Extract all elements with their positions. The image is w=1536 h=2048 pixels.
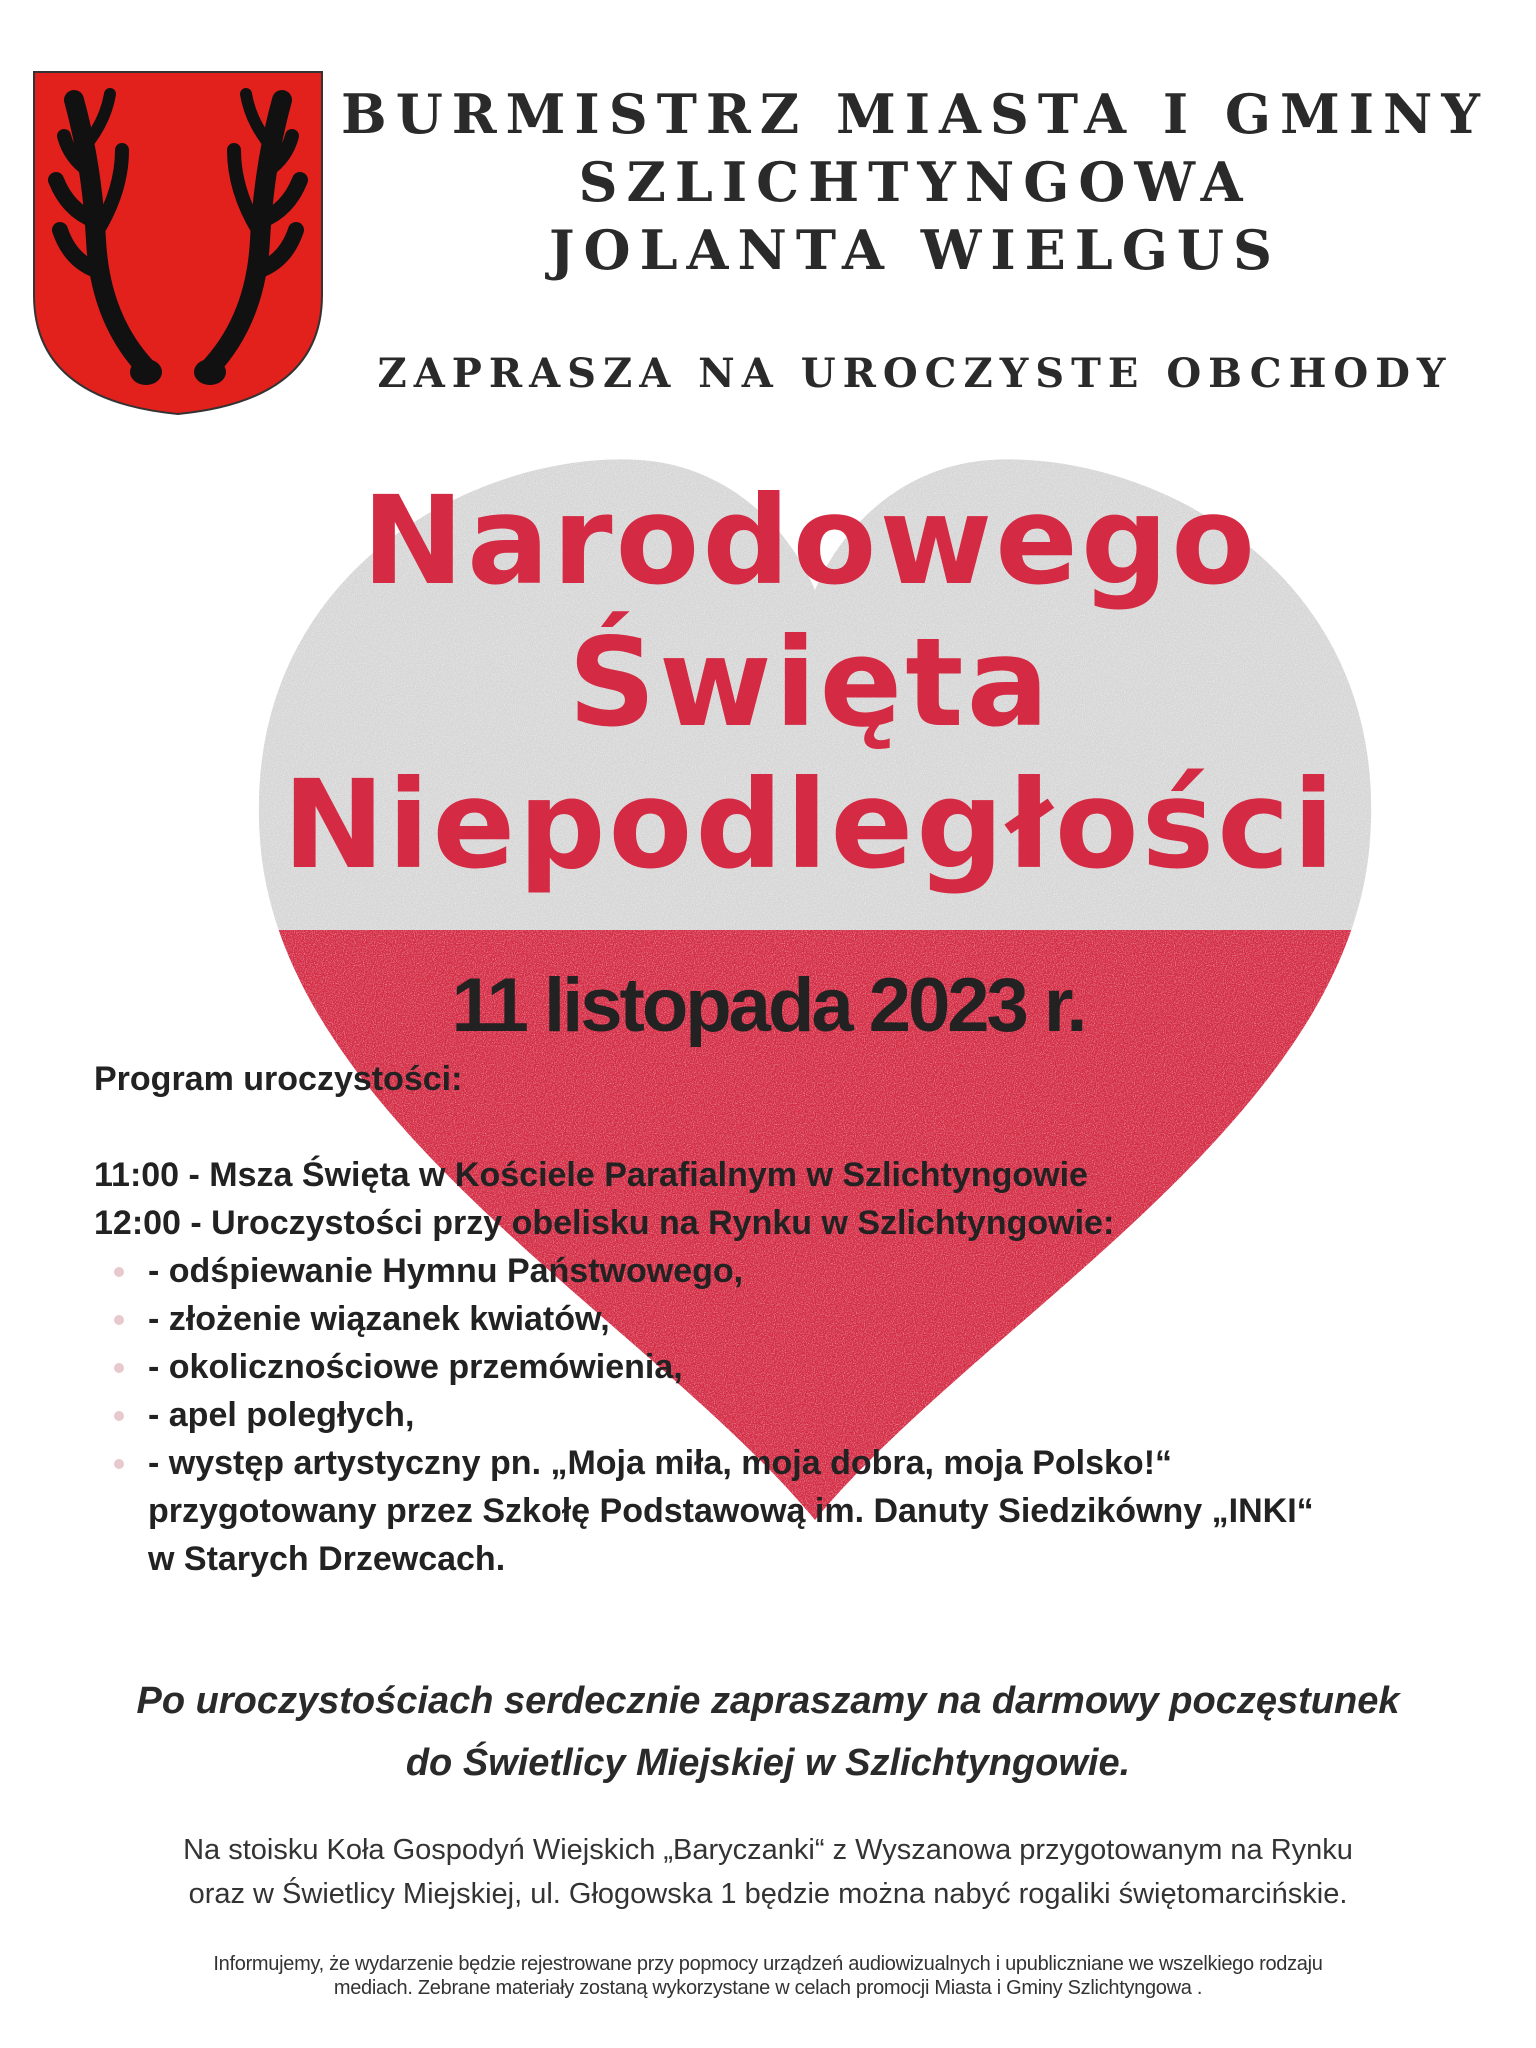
header-line: SZLICHTYNGOWA (578, 150, 1252, 214)
bullet-icon (114, 1411, 124, 1421)
invite-line: ZAPRASZA NA UROCZYSTE OBCHODY (377, 350, 1453, 397)
program-line: 12:00 - Uroczystości przy obelisku na Rynku w Szlichtyngowie: (94, 1204, 1115, 1242)
list-item-text: - okolicznościowe przemówienia, (148, 1348, 683, 1386)
refreshments-invitation (60, 1670, 1476, 1794)
program-items (94, 1247, 1474, 1487)
title-line: Niepodległości (282, 754, 1338, 896)
refreshments-line: Po uroczystościach serdecznie zapraszamy na darmowy poczęstunek (136, 1680, 1400, 1722)
refreshments-line: do Świetlicy Miejskiej w Szlichtyngowie. (405, 1742, 1131, 1784)
organizer-header (330, 80, 1500, 284)
program-item-continuation: przygotowany przez Szkołę Podstawową im. Danuty Siedzikówny „INKI“ (148, 1492, 1314, 1530)
header-line: BURMISTRZ MIASTA I GMINY (341, 82, 1489, 146)
stall-info (60, 1828, 1476, 1916)
bullet-icon (114, 1459, 124, 1469)
recording-notice (60, 1952, 1476, 2000)
bullet-icon (114, 1363, 124, 1373)
list-item (114, 1247, 1474, 1295)
list-item-text: - występ artystyczny pn. „Moja miła, moja dobra, moja Polsko!“ (148, 1444, 1173, 1482)
list-item (114, 1295, 1474, 1343)
event-date: 11 listopada 2023 r. (451, 963, 1085, 1048)
event-title (120, 470, 1500, 896)
stall-line: Na stoisku Koła Gospodyń Wiejskich „Baryczanki“ z Wyszanowa przygotowanym na Rynku (183, 1834, 1353, 1866)
list-item (114, 1391, 1474, 1439)
program-section (94, 1055, 1474, 1583)
title-line: Święta (568, 612, 1052, 754)
notice-line: mediach. Zebrane materiały zostaną wykorzystane w celach promocji Miasta i Gminy Szlichtyngowa . (333, 1977, 1203, 1999)
header-line: JOLANTA WIELGUS (549, 218, 1281, 282)
list-item-text: - odśpiewanie Hymnu Państwowego, (148, 1252, 744, 1290)
bullet-icon (114, 1267, 124, 1277)
program-line: 11:00 - Msza Święta w Kościele Parafialnym w Szlichtyngowie (94, 1156, 1088, 1194)
list-item (114, 1439, 1474, 1487)
notice-line: Informujemy, że wydarzenie będzie rejestrowane przy popmocy urządzeń audiowizualnych i upubliczniane we wszelkiego rodzaju (213, 1953, 1323, 1975)
list-item (114, 1343, 1474, 1391)
list-item-text: - złożenie wiązanek kwiatów, (148, 1300, 610, 1338)
program-item-continuation: w Starych Drzewcach. (148, 1540, 506, 1578)
program-heading: Program uroczystości: (94, 1060, 463, 1098)
title-line: Narodowego (361, 470, 1259, 612)
list-item-text: - apel poległych, (148, 1396, 415, 1434)
bullet-icon (114, 1315, 124, 1325)
stall-line: oraz w Świetlicy Miejskiej, ul. Głogowska 1 będzie można nabyć rogaliki świętomarcińskie. (188, 1878, 1348, 1910)
coat-of-arms-antlers-icon (30, 70, 326, 416)
